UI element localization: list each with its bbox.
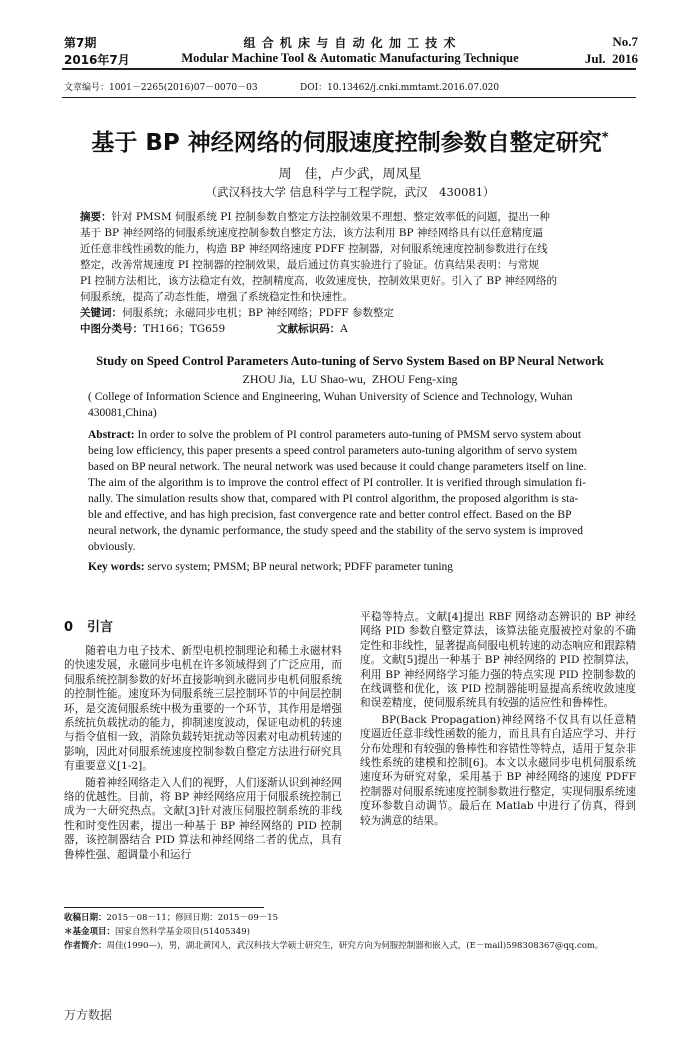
abstract-en-line-1: Abstract: In order to solve the problem of PI control parameters auto-tuning of PMSM servo system about (88, 429, 582, 441)
footnote-fund: ＊基金项目：国家自然科学基金项目(51405349) (64, 927, 250, 937)
footnote-rule (64, 907, 264, 908)
authors-cn: 周 佳，卢少武，周凤星 (278, 167, 422, 182)
abstract-en-label: Abstract: (88, 429, 135, 441)
footnote-author: 作者简介：周佳(1990—)，男，湖北黄冈人，武汉科技大学硕士研究生，研究方向为伺服控制器和嵌入式，(E－mail)598308367@qq.com。 (64, 941, 604, 951)
doc-code-label: 文献标识码： (277, 323, 341, 335)
authors-en: ZHOU Jia, LU Shao-wu, ZHOU Feng-xing (242, 372, 458, 386)
abstract-cn-line-3: 近任意非线性函数的能力，构造 BP 神经网络速度 PDFF 控制器，对伺服系统速度控制参数进行在线 (80, 243, 548, 255)
watermark: 万方数据 (64, 1008, 113, 1022)
section-number: 0 (64, 620, 74, 635)
abstract-cn-line-1: 摘要：针对 PMSM 伺服系统 PI 控制参数自整定方法控制效果不理想、整定效率低的问题，提出一种 (80, 211, 550, 223)
section-title: 引言 (87, 620, 114, 635)
clc-value: TH166；TG659 (143, 323, 226, 335)
keywords-cn-label: 关键词： (80, 307, 122, 319)
header-date-en: Jul. 2016 (584, 51, 638, 66)
abstract-cn-label: 摘要： (80, 211, 112, 223)
classification (80, 322, 630, 336)
title-cn: 基于 BP 神经网络的伺服速度控制参数自整定研究* (91, 130, 609, 156)
abstract-cn-line-6: 伺服系统，提高了动态性能，增强了系统稳定性和快速性。 (80, 291, 353, 303)
header-journal-cn: 组 合 机 床 与 自 动 化 加 工 技 术 (243, 36, 457, 50)
affiliation-cn: （武汉科技大学 信息科学与工程学院，武汉 430081） (205, 185, 495, 199)
doc-code-value: A (340, 323, 348, 335)
abstract-en-line-4: The aim of the algorithm is to improve the control effect of PI controller. It is verified through simulation fi- (88, 477, 586, 489)
body-column-right (360, 610, 636, 828)
paragraph: BP(Back Propagation)神经网络不仅具有以任意精度逼近任意非线性函数的能力，而且具有自适应学习、并行分布处理和有较强的鲁棒性和容错性等特点，适用于复杂非线性系统的建模和控制[6]。本文以永磁同步电机伺服系统速度环为研究对象，采用基于 BP 神经网络的速度 PDFF 控制器对伺服系统速度控制参数进行整定，实现伺服系统速度环参数自动调节。最后在 Matlab 中进行了仿真，得到较为满意的结果。 (360, 713, 636, 827)
affiliation-en-line-2: 430081,China) (88, 407, 157, 419)
abstract-en-line-2: being low efficiency, this paper presents a speed control parameters auto-tuning algorithm of servo system (88, 445, 578, 457)
abstract-cn-line-5: PI 控制方法相比，该方法稳定有效，控制精度高，收敛速度快，控制效果更好。引入了 BP 神经网络的 (80, 275, 558, 287)
abstract-en-line-6: ble and effective, and has high precision, fast convergence rate and better control effect. Based on the BP (88, 509, 572, 521)
article-number: 文章编号：1001－2265(2016)07－0070－03 (64, 83, 258, 93)
header-issue-cn: 第7期 (64, 36, 97, 50)
header-date-cn: 2016年7月 (64, 53, 130, 67)
doi: DOI：10.13462/j.cnki.mmtamt.2016.07.020 (300, 83, 500, 93)
abstract-cn-line-4: 整定，改善常规速度 PI 控制器的控制效果，最后通过仿真实验进行了验证。仿真结果表明：与常规 (80, 259, 539, 271)
body-column-left (64, 644, 342, 862)
keywords-en: Key words: servo system; PMSM; BP neural network; PDFF parameter tuning (88, 561, 454, 573)
keywords-cn: 关键词：伺服系统；永磁同步电机；BP 神经网络；PDFF 参数整定 (80, 307, 395, 319)
title-en: Study on Speed Control Parameters Auto-tuning of Servo System Based on BP Neural Network (96, 354, 604, 368)
abstract-en-line-7: neural network, the dynamic performance, the study speed and the stability of the servo system is improved (88, 525, 584, 537)
footnote-dates: 收稿日期：2015－08－11；修回日期：2015－09－15 (64, 913, 279, 923)
header-journal-en: Modular Machine Tool & Automatic Manufacturing Technique (181, 51, 519, 65)
header-issue-en: No.7 (612, 34, 638, 49)
paragraph: 平稳等特点。文献[4]提出 RBF 网络动态辨识的 BP 神经网络 PID 参数自整定算法，该算法能克服被控对象的不确定性和非线性，显著提高伺服电机转速的动态响应和跟踪精度。文献[5]提出一种基于 BP 神经网络的 PID 控制算法，利用 BP 神经网络学习能力强的特点实现 PID 控制参数的在线调整和优化，该 PID 控制器能明显提高系统收敛速度和误差精度，使伺服系统具有较强的适应性和鲁棒性。 (360, 611, 636, 710)
paragraph: 随着电力电子技术、新型电机控制理论和稀土永磁材料的快速发展，永磁同步电机在许多领域得到了广泛应用，而伺服系统控制参数的好坏直接影响到永磁同步电机伺服系统的控制性能。速度环为伺服系统三层控制环节的中间层控制环，是交流伺服系统中极为重要的一个环节，其作用是增强系统抗负载扰动的能力，抑制速度波动，保证电动机的转速与指令值相一致，消除负载转矩扰动等因素对电动机转速的影响，因此对伺服系统速度控制参数自整定方法进行研究具有重要意义[1-2]。 (64, 645, 342, 773)
section-heading (64, 616, 113, 635)
paragraph: 随着神经网络走入人们的视野，人们逐渐认识到神经网络的优越性。目前，将 BP 神经网络应用于伺服系统控制已成为一大研究热点。文献[3]针对液压伺服控制系统的非线性和时变性因素，提出一种基于 BP 神经网络的 PID 控制器，该控制器结合 PID 算法和神经网络二者的优点，具有鲁棒性强、超调量小和运行 (64, 776, 342, 861)
abstract-cn-line-2: 基于 BP 神经网络的伺服系统速度控制参数自整定方法，该方法利用 BP 神经网络具有以任意精度逼 (80, 227, 543, 239)
title-footnote-mark: * (601, 130, 609, 146)
header-rule (62, 68, 636, 70)
affiliation-en-line-1: ( College of Information Science and Engineering, Wuhan University of Science and Technology, Wuhan (88, 391, 573, 403)
abstract-en-line-8: obviously. (88, 541, 136, 553)
meta-rule (62, 97, 636, 98)
abstract-en-line-3: based on BP neural network. The neural network was used because it could change parameters itself on line. (88, 461, 587, 473)
clc-label: 中图分类号： (80, 323, 143, 335)
abstract-en-line-5: nally. The simulation results show that, compared with PI control algorithm, the proposed algorithm is sta- (88, 493, 579, 505)
keywords-en-label: Key words: (88, 561, 145, 573)
